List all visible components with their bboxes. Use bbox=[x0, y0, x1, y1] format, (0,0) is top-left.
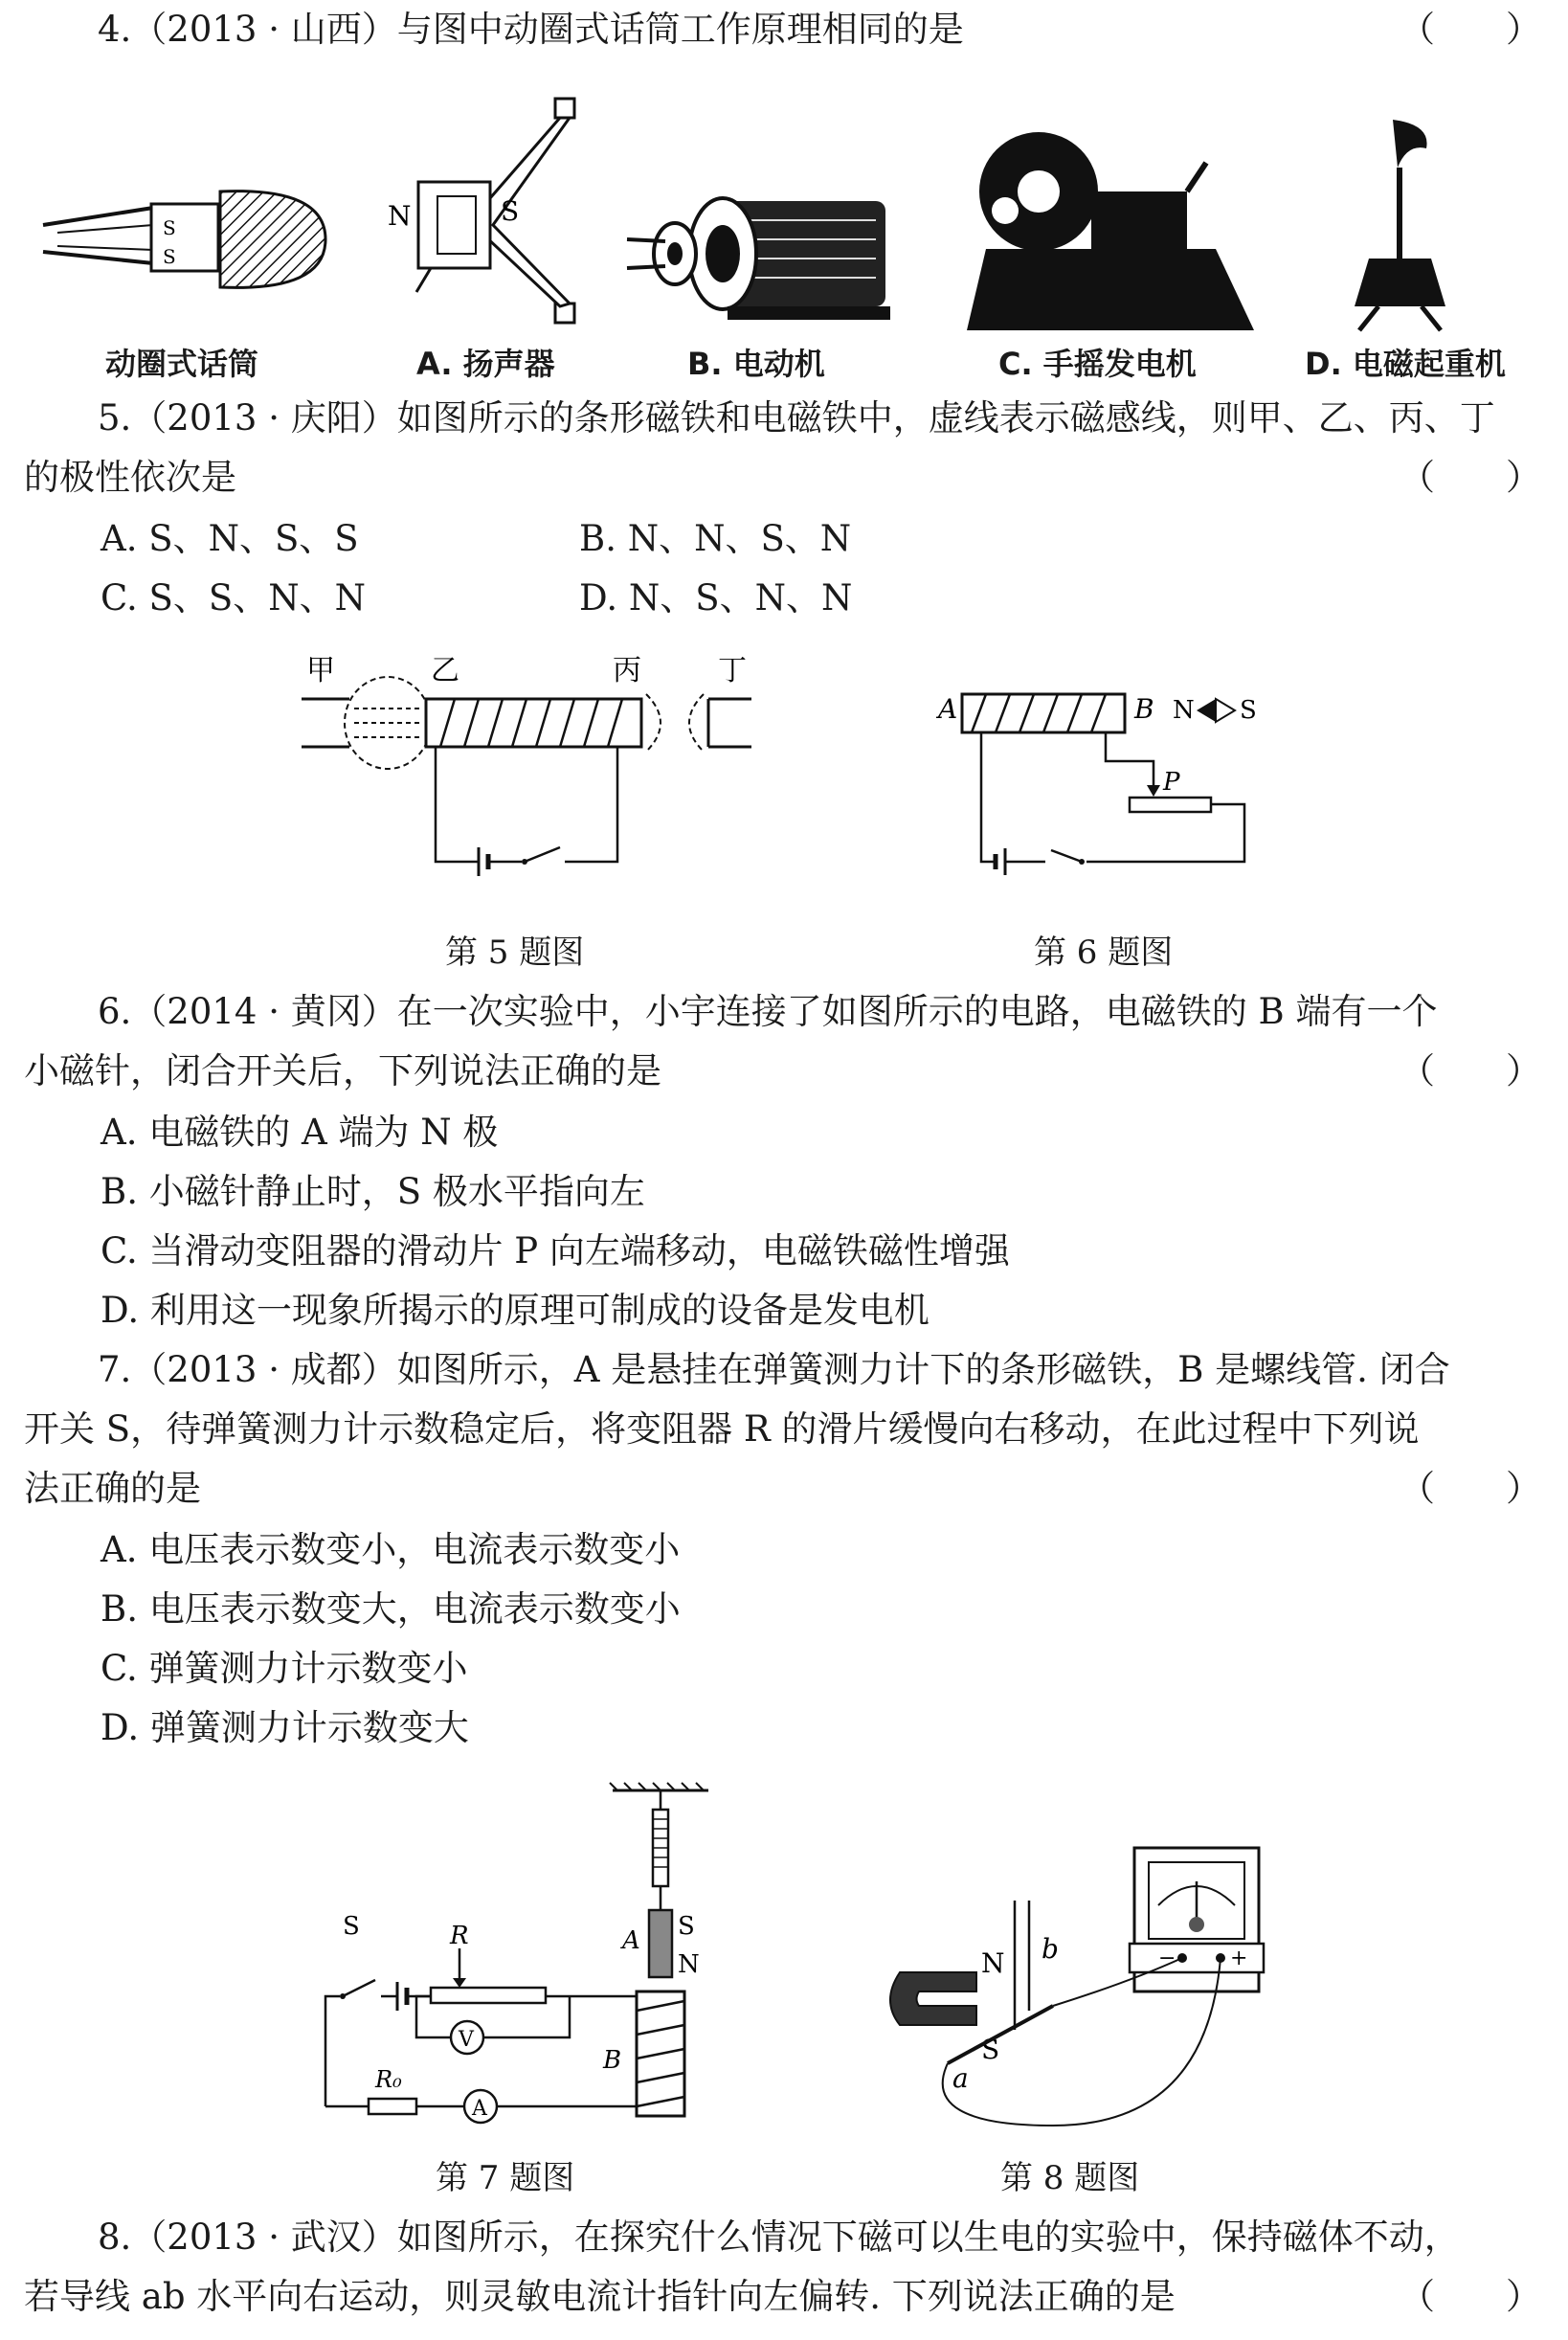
q4-generator-figure bbox=[967, 115, 1254, 335]
q7-figure-caption: 第 7 题图 bbox=[436, 2159, 575, 2197]
q7-voltmeter-label: V bbox=[459, 2028, 474, 2052]
q4-caption-d: D. 电磁起重机 bbox=[1305, 346, 1506, 382]
q5-option-d[interactable]: D. N、S、N、N bbox=[579, 577, 853, 619]
q4-motor-figure bbox=[622, 182, 909, 335]
q5-label-ding: 丁 bbox=[718, 654, 747, 687]
q7-option-c[interactable]: C. 弹簧测力计示数变小 bbox=[101, 1648, 468, 1689]
q8-figure bbox=[862, 1838, 1283, 2145]
q5-stem-line1: 5.（2013 · 庆阳）如图所示的条形磁铁和电磁铁中，虚线表示磁感线，则甲、乙、丙、丁 bbox=[98, 397, 1495, 439]
q7-option-d[interactable]: D. 弹簧测力计示数变大 bbox=[101, 1707, 469, 1748]
q8-answer-paren[interactable]: （ ） bbox=[1400, 2276, 1541, 2317]
q8-minus-terminal: − bbox=[1158, 1946, 1176, 1970]
q7-label-n-magnet: N bbox=[678, 1950, 700, 1979]
q6-answer-paren[interactable]: （ ） bbox=[1400, 1050, 1541, 1091]
q5-option-c[interactable]: C. S、S、N、N bbox=[101, 577, 366, 619]
svg-text:S: S bbox=[163, 245, 176, 268]
q5-answer-paren[interactable]: （ ） bbox=[1400, 457, 1541, 498]
q7-label-s-magnet: S bbox=[678, 1912, 695, 1941]
q6-label-a: A bbox=[938, 693, 958, 725]
q8-figure-caption: 第 8 题图 bbox=[1000, 2159, 1140, 2197]
q4-stem: 4.（2013 · 山西）与图中动圈式话筒工作原理相同的是 bbox=[98, 9, 964, 50]
q7-option-a[interactable]: A. 电压表示数变小，电流表示数变小 bbox=[101, 1529, 681, 1570]
q8-label-n: N bbox=[981, 1947, 1005, 1979]
speaker-n-label: N bbox=[388, 200, 412, 232]
q8-label-s: S bbox=[981, 2034, 1000, 2065]
q6-label-b: B bbox=[1134, 693, 1154, 725]
q6-label-n: N bbox=[1173, 696, 1195, 725]
q7-label-r: R bbox=[450, 1922, 469, 1950]
q5-figure bbox=[297, 651, 775, 890]
q5-stem-line2: 的极性依次是 bbox=[24, 457, 236, 498]
q7-label-b: B bbox=[603, 2046, 622, 2075]
q6-figure bbox=[938, 670, 1302, 890]
q6-option-c[interactable]: C. 当滑动变阻器的滑动片 P 向左端移动，电磁铁磁性增强 bbox=[101, 1230, 1010, 1271]
q6-stem-line1: 6.（2014 · 黄冈）在一次实验中，小宇连接了如图所示的电路，电磁铁的 B 端有一个 bbox=[98, 991, 1438, 1032]
q4-caption-b: B. 电动机 bbox=[687, 346, 825, 382]
q4-microphone-figure bbox=[38, 91, 354, 340]
q5-label-jia: 甲 bbox=[306, 654, 335, 687]
q4-answer-paren[interactable]: （ ） bbox=[1400, 9, 1541, 50]
q8-stem-line2: 若导线 ab 水平向右运动，则灵敏电流计指针向左偏转. 下列说法正确的是 bbox=[24, 2276, 1176, 2317]
q7-stem-line2: 开关 S，待弹簧测力计示数稳定后，将变阻器 R 的滑片缓慢向右移动，在此过程中下列说 bbox=[24, 1408, 1420, 1450]
q4-speaker-figure bbox=[378, 91, 598, 340]
q7-label-a-magnet: A bbox=[622, 1926, 640, 1955]
q8-label-a: a bbox=[952, 2062, 969, 2094]
q7-figure bbox=[316, 1781, 718, 2126]
q4-caption-c: C. 手摇发电机 bbox=[998, 346, 1197, 382]
q7-answer-paren[interactable]: （ ） bbox=[1400, 1468, 1541, 1509]
q5-label-yi: 乙 bbox=[431, 654, 459, 687]
q7-stem-line1: 7.（2013 · 成都）如图所示，A 是悬挂在弹簧测力计下的条形磁铁，B 是螺线管. 闭合 bbox=[98, 1349, 1450, 1390]
q7-stem-line3: 法正确的是 bbox=[24, 1468, 201, 1509]
q7-option-b[interactable]: B. 电压表示数变大，电流表示数变小 bbox=[101, 1588, 681, 1630]
q7-ammeter-label: A bbox=[472, 2097, 487, 2121]
svg-text:S: S bbox=[163, 216, 176, 239]
q5-option-a[interactable]: A. S、N、S、S bbox=[101, 518, 359, 559]
q8-label-b: b bbox=[1042, 1933, 1059, 1965]
q4-caption-a: A. 扬声器 bbox=[416, 346, 555, 382]
q4-caption-mic: 动圈式话筒 bbox=[105, 346, 259, 382]
q4-crane-figure bbox=[1340, 115, 1474, 335]
q8-plus-terminal: + bbox=[1230, 1946, 1248, 1970]
q5-label-bing: 丙 bbox=[613, 654, 641, 687]
q6-label-s: S bbox=[1240, 696, 1257, 725]
q8-stem-line1: 8.（2013 · 武汉）如图所示，在探究什么情况下磁可以生电的实验中，保持磁体不动， bbox=[98, 2216, 1460, 2258]
q6-option-b[interactable]: B. 小磁针静止时，S 极水平指向左 bbox=[101, 1171, 645, 1212]
q5-option-b[interactable]: B. N、N、S、N bbox=[579, 518, 852, 559]
q7-label-s-switch: S bbox=[343, 1912, 360, 1941]
q6-stem-line2: 小磁针，闭合开关后，下列说法正确的是 bbox=[24, 1050, 661, 1091]
q6-option-a[interactable]: A. 电磁铁的 A 端为 N 极 bbox=[101, 1112, 499, 1153]
q6-label-p: P bbox=[1163, 768, 1180, 797]
q5-figure-caption: 第 5 题图 bbox=[445, 934, 585, 972]
speaker-s-label: S bbox=[501, 195, 520, 227]
q7-label-r0: R₀ bbox=[375, 2066, 402, 2093]
q6-option-d[interactable]: D. 利用这一现象所揭示的原理可制成的设备是发电机 bbox=[101, 1290, 930, 1331]
q6-figure-caption: 第 6 题图 bbox=[1034, 934, 1174, 972]
